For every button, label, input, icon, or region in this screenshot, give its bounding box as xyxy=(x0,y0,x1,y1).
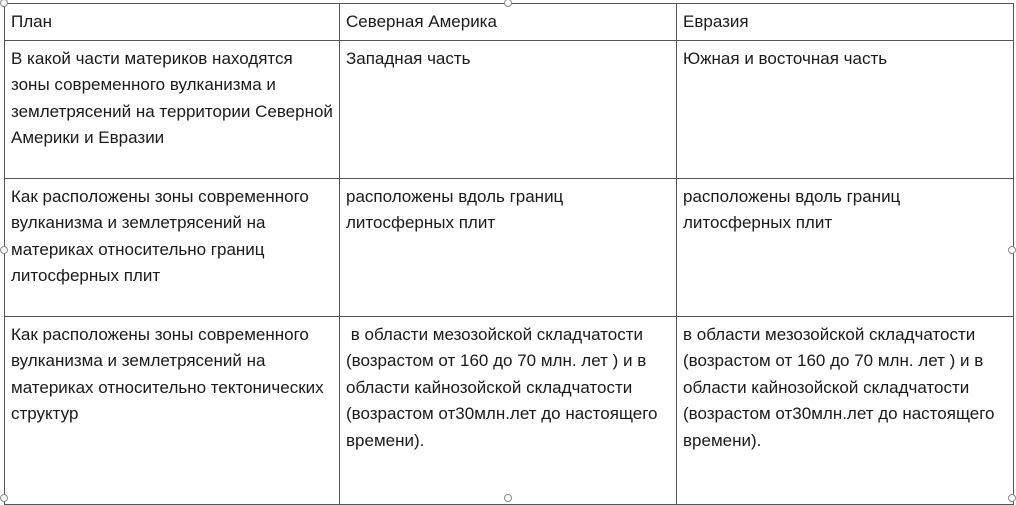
resize-handle-middle-right[interactable] xyxy=(1008,246,1016,254)
table-row xyxy=(5,40,1014,178)
table-cell-eurasia[interactable]: в области мезозойской складчатости (возрастом от 160 до 70 млн. лет ) и в области кайнозойской складчатости (возрастом от30млн.лет до настоящего времени). xyxy=(677,316,1014,504)
table-cell-north-america[interactable]: расположены вдоль границ литосферных плит xyxy=(340,178,677,316)
table-cell-north-america[interactable]: в области мезозойской складчатости (возрастом от 160 до 70 млн. лет ) и в области кайнозойской складчатости (возрастом от30млн.лет до настоящего времени). xyxy=(340,316,677,504)
resize-handle-middle-left[interactable] xyxy=(0,246,8,254)
header-cell-eurasia[interactable]: Евразия xyxy=(677,4,1014,41)
header-cell-plan[interactable]: План xyxy=(5,4,340,41)
table-cell-eurasia[interactable]: Южная и восточная часть xyxy=(677,40,1014,178)
table-row xyxy=(5,316,1014,504)
comparison-table[interactable] xyxy=(4,3,1014,505)
table-row xyxy=(5,178,1014,316)
table-header-row xyxy=(5,4,1014,41)
table-cell-question[interactable]: Как расположены зоны современного вулканизма и землетрясений на материках относительно границ литосферных плит xyxy=(5,178,340,316)
table-cell-eurasia[interactable]: расположены вдоль границ литосферных плит xyxy=(677,178,1014,316)
header-cell-north-america[interactable]: Северная Америка xyxy=(340,4,677,41)
table-cell-north-america[interactable]: Западная часть xyxy=(340,40,677,178)
table-cell-question[interactable]: Как расположены зоны современного вулканизма и землетрясений на материках относительно тектонических структур xyxy=(5,316,340,504)
table-cell-question[interactable]: В какой части материков находятся зоны современного вулканизма и землетрясений на территории Северной Америки и Евразии xyxy=(5,40,340,178)
